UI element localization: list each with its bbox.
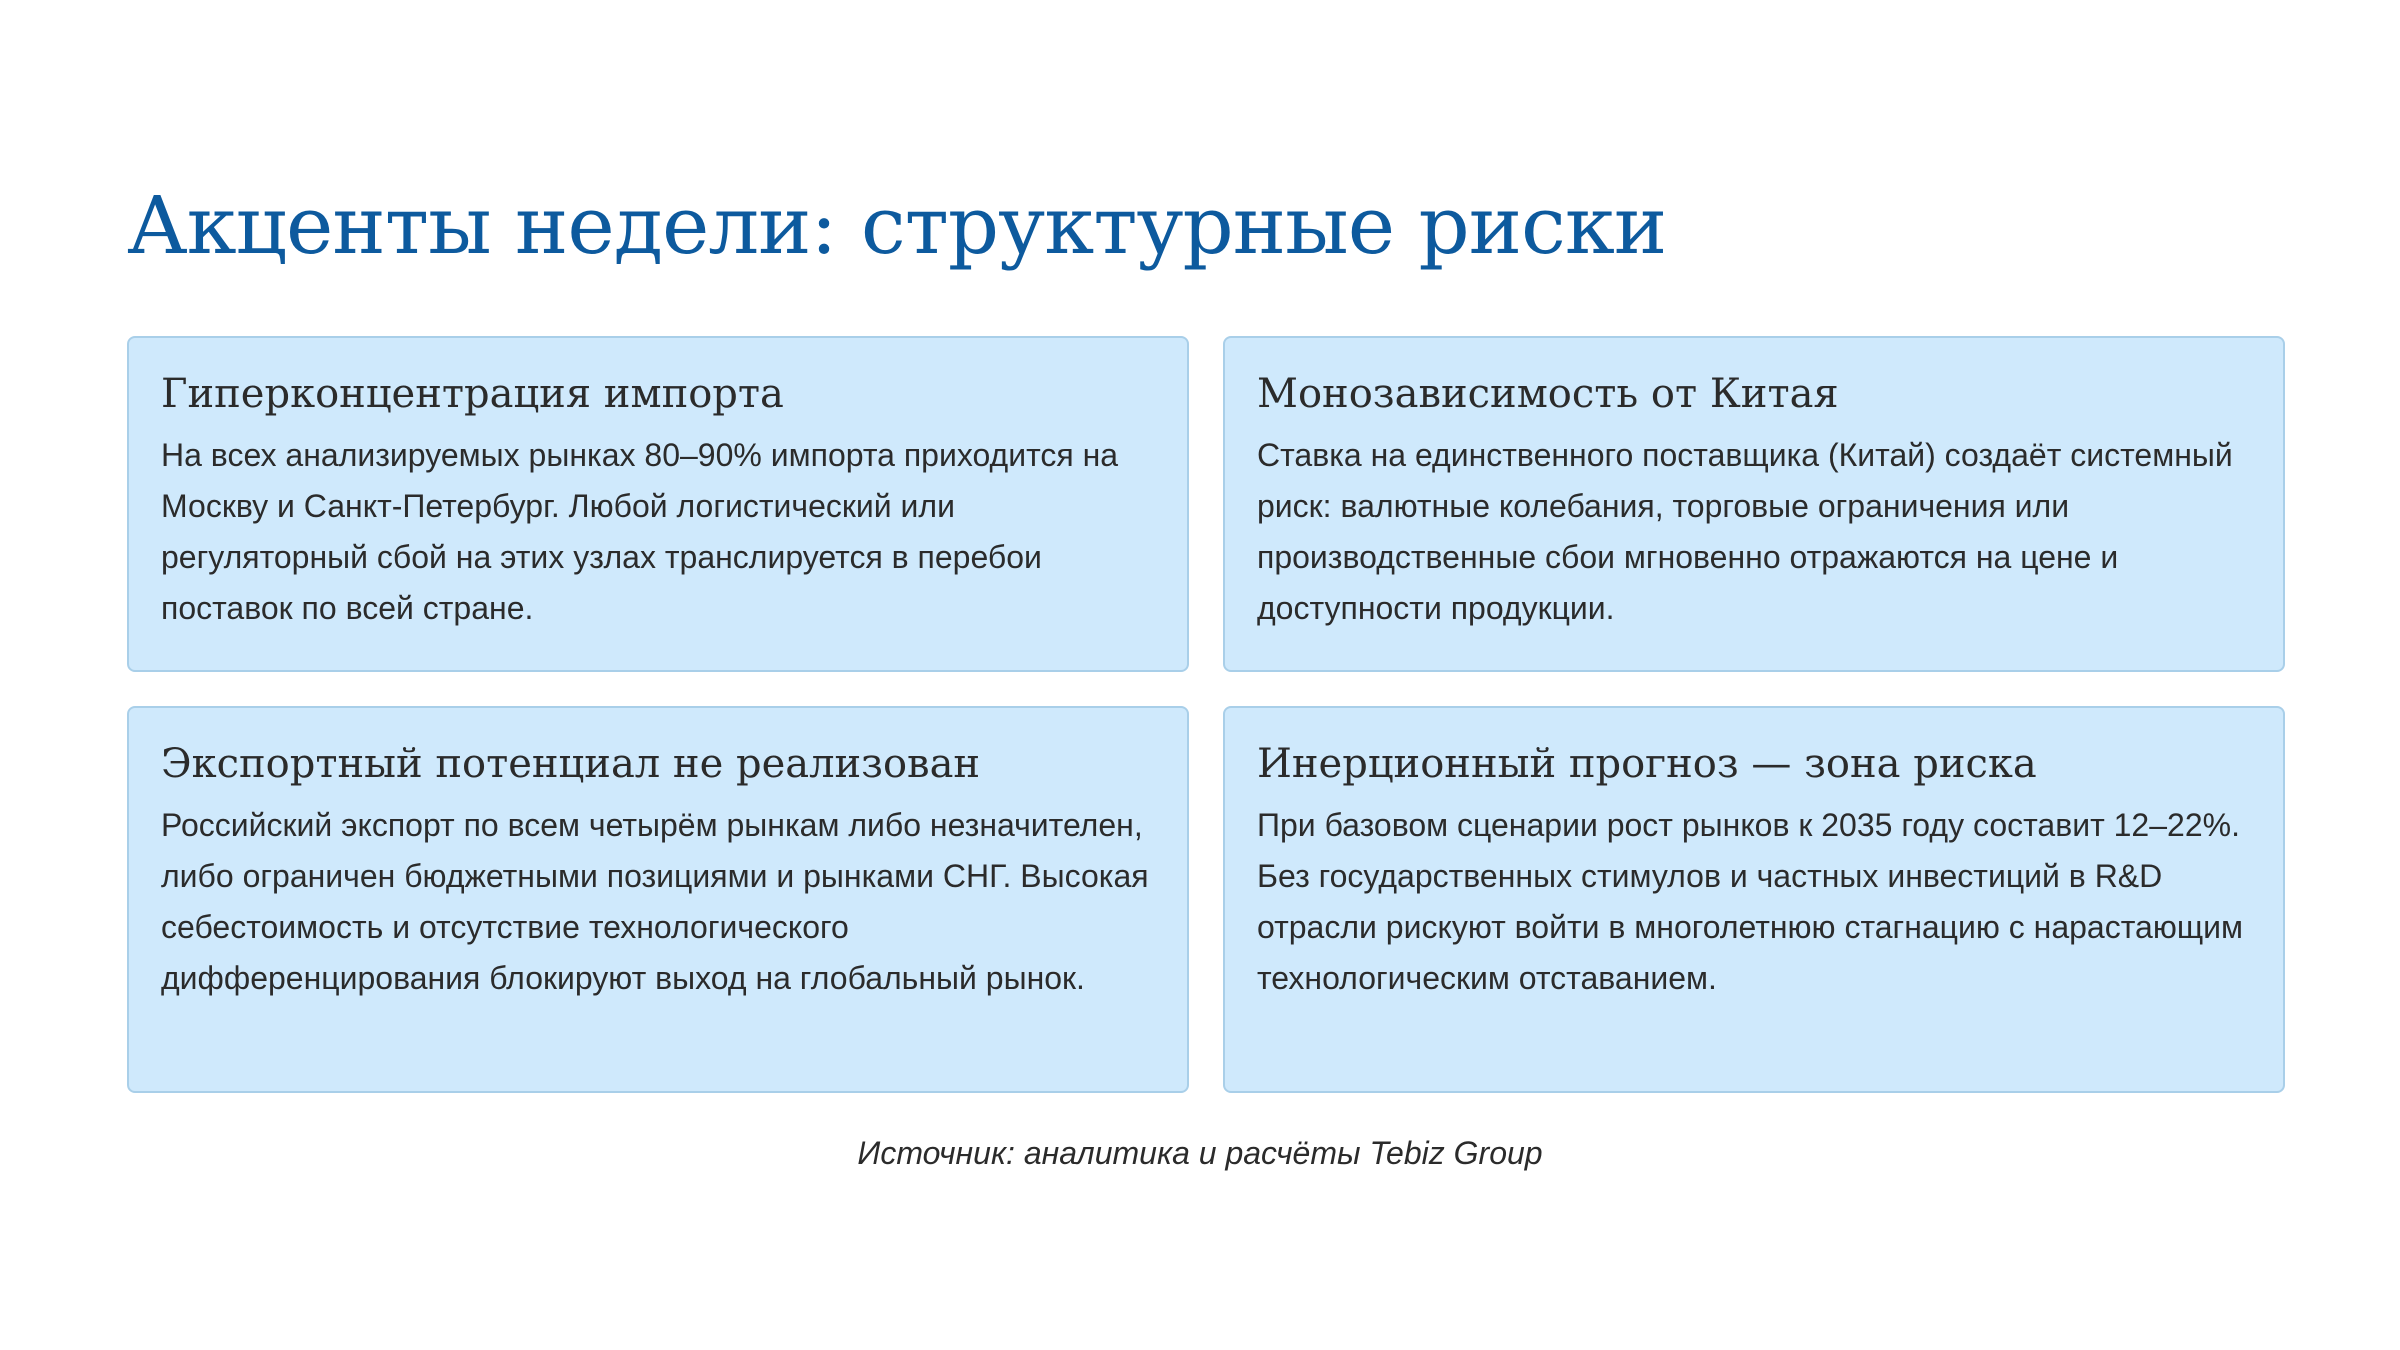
card-import-concentration bbox=[127, 336, 1189, 672]
card-title: Гиперконцентрация импорта bbox=[161, 371, 784, 417]
card-inertial-forecast bbox=[1223, 706, 2285, 1093]
card-text: На всех анализируемых рынках 80–90% импорта приходится на Москву и Санкт-Петербург. Любой логистический или регуляторный сбой на этих узлах транслируется в перебои поставок по всей стране. bbox=[161, 437, 1119, 626]
card-title: Монозависимость от Китая bbox=[1257, 371, 1839, 417]
page-title: Акценты недели: структурные риски bbox=[127, 179, 1667, 272]
card-export-potential bbox=[127, 706, 1189, 1093]
card-text: Российский экспорт по всем четырём рынкам либо незначителен, либо ограничен бюджетными позициями и рынками СНГ. Высокая себестоимость и отсутствие технологического дифференцирования блокируют выход на глобальный рынок. bbox=[161, 807, 1149, 996]
risk-cards-grid bbox=[127, 336, 2273, 1093]
card-text: При базовом сценарии рост рынков к 2035 году составит 12–22%. Без государственных стимулов и частных инвестиций в R&D отрасли рискуют войти в многолетнюю стагнацию с нарастающим технологическим отставанием. bbox=[1257, 807, 2244, 996]
card-title: Инерционный прогноз — зона риска bbox=[1257, 741, 2037, 787]
card-china-dependence bbox=[1223, 336, 2285, 672]
card-title: Экспортный потенциал не реализован bbox=[161, 741, 981, 787]
card-text: Ставка на единственного поставщика (Китай) создаёт системный риск: валютные колебания, торговые ограничения или производственные сбои мгновенно отражаются на цене и доступности продукции. bbox=[1257, 437, 2233, 626]
source-note: Источник: аналитика и расчёты Tebiz Group bbox=[857, 1135, 1543, 1171]
